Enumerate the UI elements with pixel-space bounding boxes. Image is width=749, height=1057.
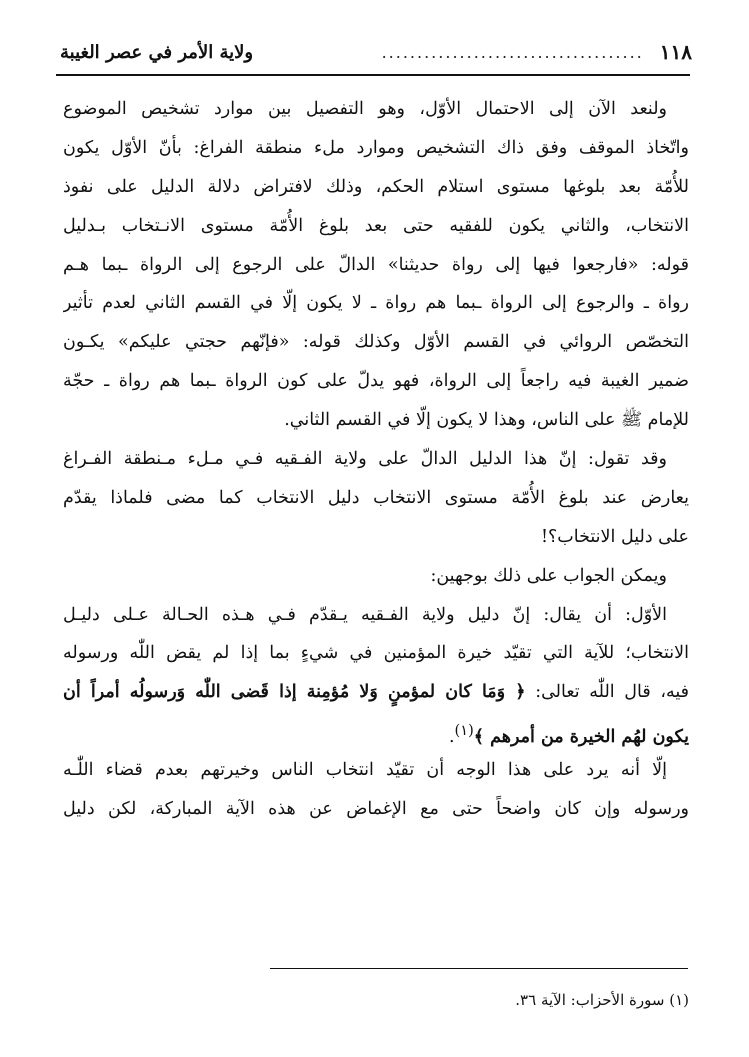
page-number: ١١٨	[659, 40, 692, 64]
text-line: ضمير الغيبة فيه راجعاً إلى الرواة، فهو يدلّ على كون الرواة ـبما هم رواة ـ حجّة	[63, 371, 689, 392]
text-line: إلّا أنه يرد على هذا الوجه أن تقيّد انتخاب الناس وخيرتهم بعدم قضاء اللّٰـه	[63, 760, 667, 781]
quran-verse-part1: ﴿ وَمَا كان لمؤمنٍ وَلا مُؤمِنة إذا قَضى اللّٰه وَرسولُه أمراً أن	[63, 682, 526, 703]
text-line: واتّخاذ الموقف وفق ذاك التشخيص وموارد ملء منطقة الفراغ: بأنّ الأوّل يكون	[63, 137, 689, 158]
sentence-end: .	[448, 727, 455, 748]
text-line: للأُمّة بعد بلوغها مستوى استلام الحكم، وذلك لافتراض دلالة الدليل على نفوذ	[63, 176, 689, 197]
body-text	[63, 90, 689, 829]
running-title: ولاية الأمر في عصر الغيبة	[60, 41, 254, 63]
quran-verse-part2: يكون لهُم الخيرة من أمرهم ﴾	[473, 727, 689, 748]
text-line: ورسوله وإن كان واضحاً حتى مع الإغماض عن هذه الآية المباركة، لكن دليل	[63, 799, 689, 820]
footnote-divider	[270, 968, 688, 969]
text-line: ويمكن الجواب على ذلك بوجهين:	[430, 565, 667, 586]
footnote-marker: (١)	[454, 722, 474, 740]
text-line: الانتخاب؛ للآية التي تقيّد خيرة المؤمنين في شيءٍ بما إذا لم يقض اللّٰه ورسوله	[63, 643, 689, 664]
text-line: على دليل الانتخاب؟!	[540, 526, 689, 547]
text-line: يعارض عند بلوغ الأُمّة مستوى الانتخاب دليل الانتخاب كما مضى فلماذا يقدّم	[63, 487, 689, 508]
text-line: الأوّل: أن يقال: إنّ دليل ولاية الفـقيه يـقدّم فـي هـذه الحـالة عـلى دليـل	[63, 604, 667, 625]
header-divider	[56, 74, 690, 76]
text-line: وقد تقول: إنّ هذا الدليل الدالّ على ولاية الفـقيه فـي مـلء مـنطقة الفـراغ	[63, 449, 667, 470]
text-line: الانتخاب، والثاني يكون للفقيه حتى بعد بلوغ الأُمّة مستوى الانـتخاب بـدليل	[63, 215, 689, 236]
text-line: ولنعد الآن إلى الاحتمال الأوّل، وهو التفصيل بين موارد تشخيص الموضوع	[63, 99, 667, 119]
text-line: رواة ـ والرجوع إلى الرواة ـبما هم رواة ـ لا يكون إلّا في القسم الثاني لعدم تأثير	[63, 293, 689, 314]
text-line-with-verse	[63, 712, 689, 751]
text-line: التخصّص الروائي في القسم الأوّل وكذلك قوله: «فإنّهم حجتي عليكم» يكـون	[63, 332, 689, 353]
header-leader-dots: .....................................	[381, 42, 644, 62]
text-line-with-verse	[63, 673, 689, 712]
footnote: (١) سورة الأحزاب: الآية ٣٦.	[515, 991, 689, 1009]
text-line: قوله: «فارجعوا فيها إلى رواة حديثنا» الدالّ على الرجوع إلى الرواة ـبما هـم	[63, 254, 689, 275]
verse-intro: فيه، قال اللّٰه تعالى:	[535, 682, 689, 703]
page-header	[60, 30, 692, 74]
text-line: للإمام ﷺ على الناس، وهذا لا يكون إلّا في القسم الثاني.	[284, 410, 689, 431]
